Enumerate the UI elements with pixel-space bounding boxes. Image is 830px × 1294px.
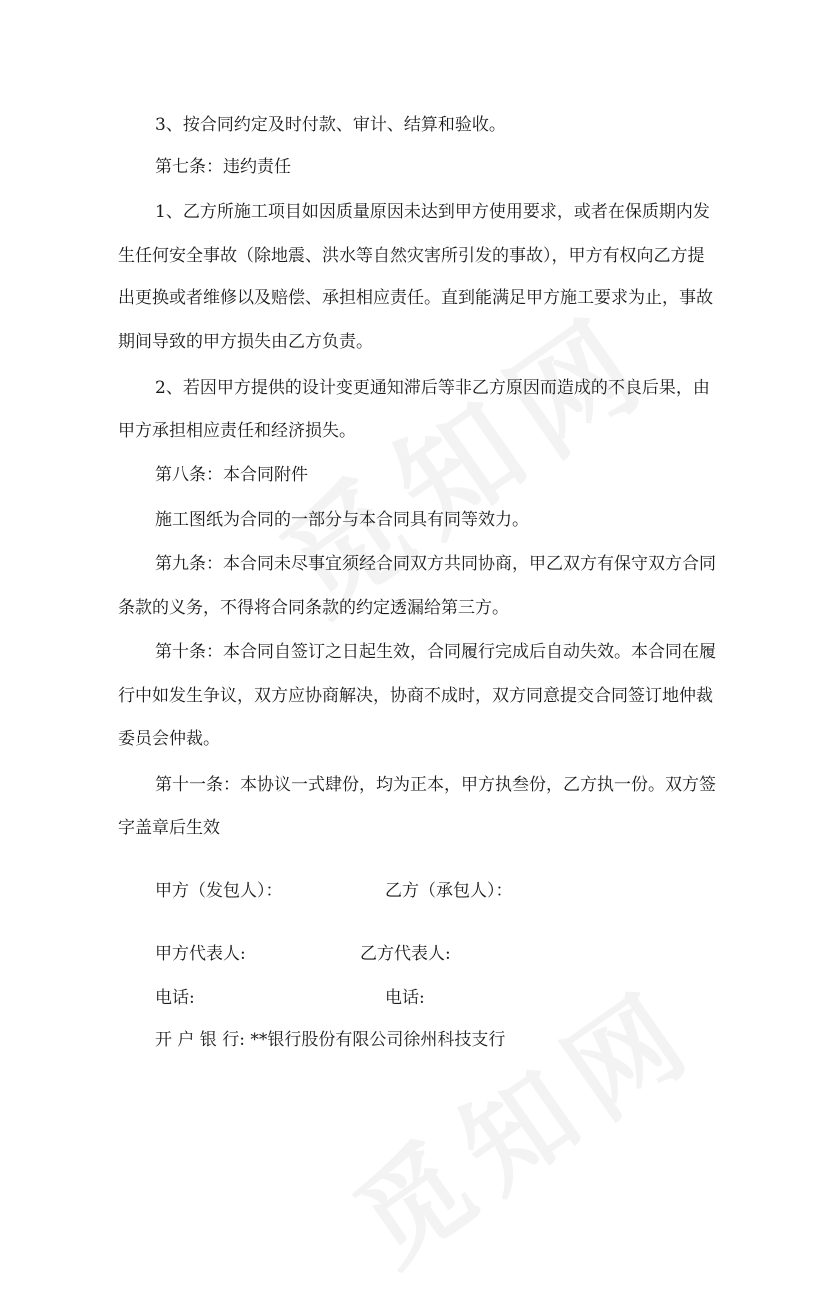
paragraph-line: 第十条：本合同自签订之日起生效，合同履行完成后自动失效。本合同在履: [155, 642, 716, 662]
party-a-representative-label: 甲方代表人:: [155, 944, 246, 964]
bank-account-label: 开 户 银 行: **银行股份有限公司徐州科技支行: [155, 1030, 506, 1050]
paragraph-line: 出更换或者维修以及赔偿、承担相应责任。直到能满足甲方施工要求为止，事故: [118, 288, 713, 308]
paragraph-line: 行中如发生争议，双方应协商解决，协商不成时，双方同意提交合同签订地仲裁: [118, 686, 713, 706]
paragraph-line: 3、按合同约定及时付款、审计、结算和验收。: [155, 115, 506, 135]
party-b-phone-label: 电话:: [385, 988, 425, 1008]
paragraph-line: 1、乙方所施工项目如因质量原因未达到甲方使用要求，或者在保质期内发: [155, 202, 710, 222]
section-heading: 第七条：违约责任: [155, 157, 291, 177]
party-b-representative-label: 乙方代表人:: [360, 944, 451, 964]
paragraph-line: 2、若因甲方提供的设计变更通知滞后等非乙方原因而造成的不良后果，由: [155, 378, 710, 398]
paragraph-line: 字盖章后生效: [118, 818, 220, 838]
paragraph-line: 委员会仲裁。: [118, 729, 220, 749]
paragraph-line: 第十一条：本协议一式肆份，均为正本，甲方执叁份，乙方执一份。双方签: [155, 775, 716, 795]
watermark: [319, 944, 724, 1294]
section-heading: 第八条：本合同附件: [155, 465, 308, 485]
party-b-label: 乙方（承包人）：: [385, 881, 513, 901]
party-a-label: 甲方（发包人）：: [155, 881, 283, 901]
paragraph-line: 期间导致的甲方损失由乙方负责。: [118, 332, 373, 352]
paragraph-line: 甲方承担相应责任和经济损失。: [118, 421, 356, 441]
watermark: [243, 267, 681, 645]
paragraph-line: 第九条：本合同未尽事宜须经合同双方共同协商，甲乙双方有保守双方合同: [155, 554, 716, 574]
paragraph-line: 生任何安全事故（除地震、洪水等自然灾害所引发的事故），甲方有权向乙方提: [118, 246, 705, 266]
party-a-phone-label: 电话:: [155, 988, 195, 1008]
paragraph-line: 施工图纸为合同的一部分与本合同具有同等效力。: [155, 510, 529, 530]
paragraph-line: 条款的义务，不得将合同条款的约定透漏给第三方。: [118, 598, 509, 618]
